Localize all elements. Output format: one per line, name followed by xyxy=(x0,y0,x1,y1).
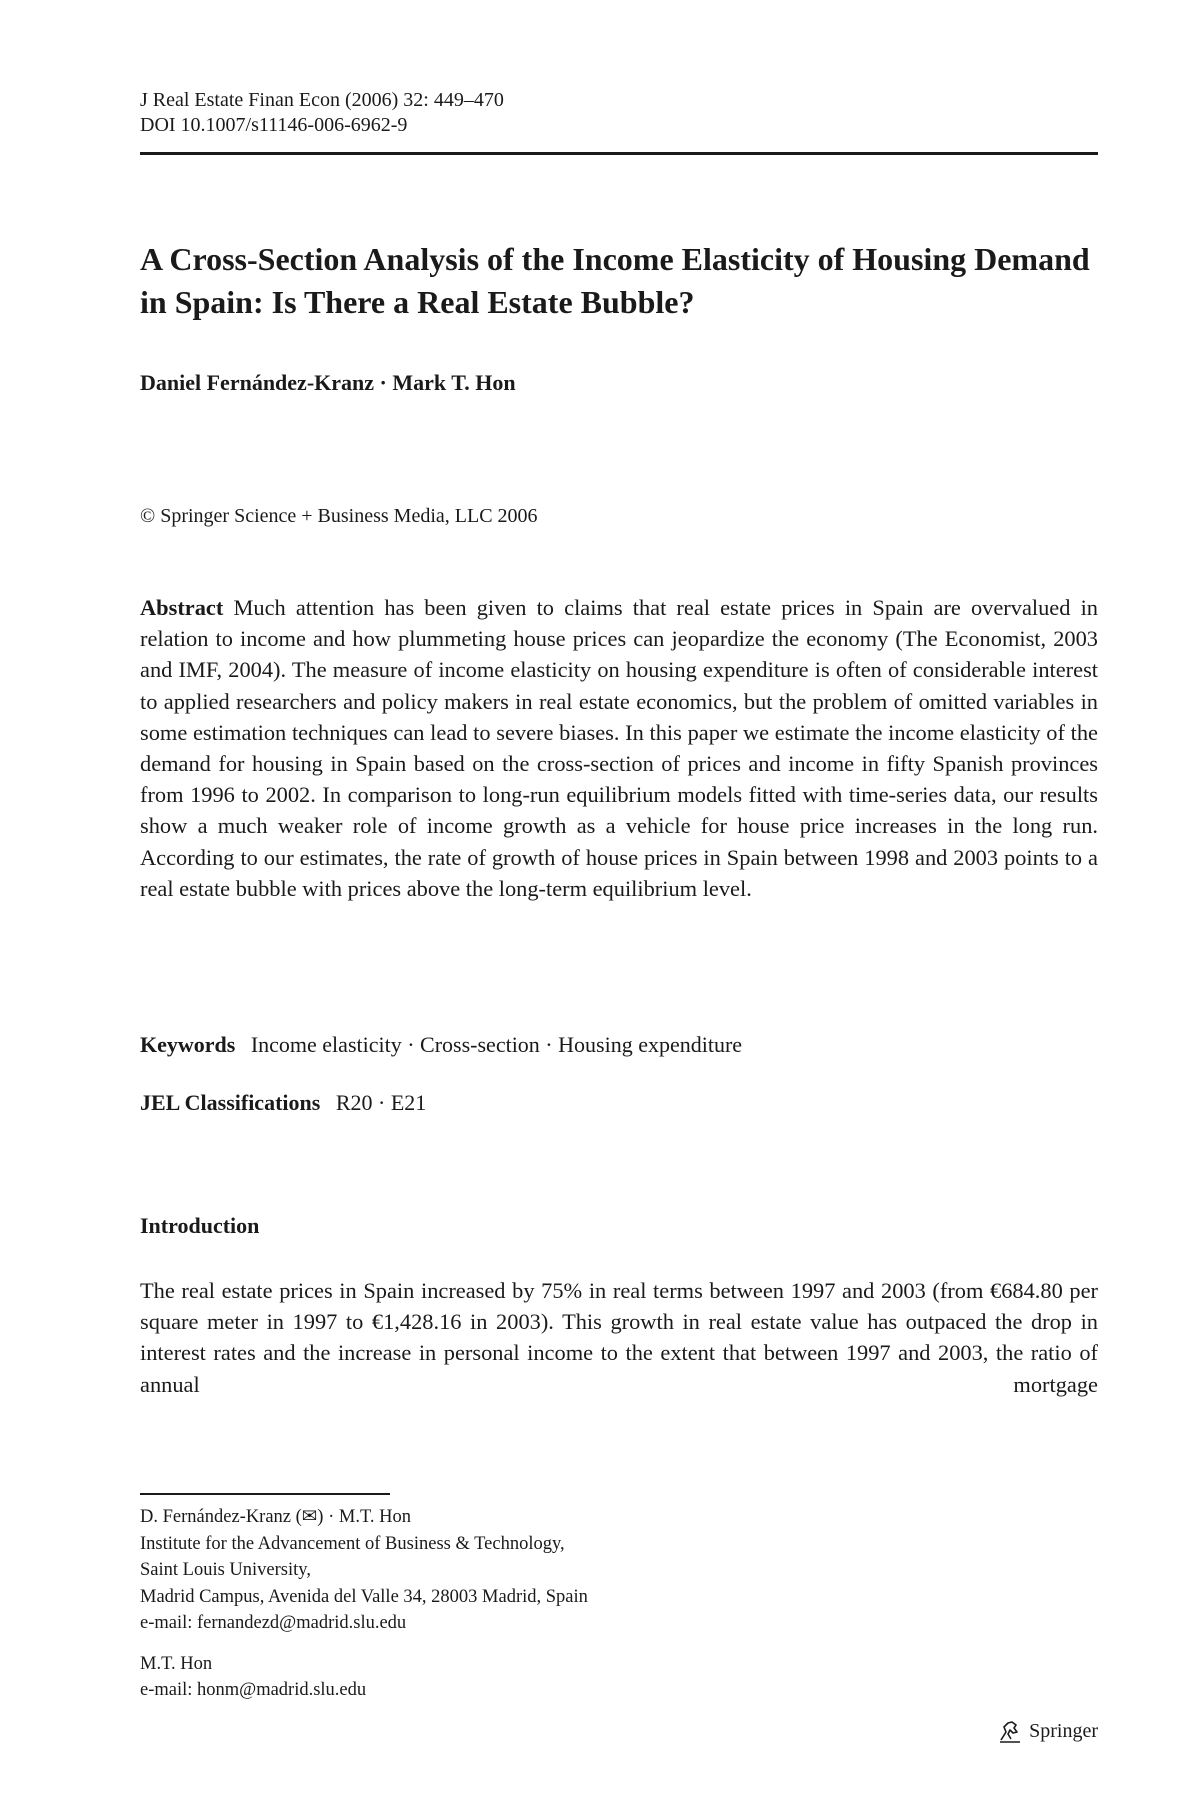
paper-title: A Cross-Section Analysis of the Income Elasticity of Housing Demand in Spain: Is There a Real Estate Bubble? xyxy=(140,241,1090,320)
footnote-institute: Institute for the Advancement of Business & Technology, xyxy=(140,1533,565,1554)
keywords-text: Income elasticity · Cross-section · Housing expenditure xyxy=(250,1032,743,1057)
springer-horse-icon xyxy=(997,1718,1023,1744)
publisher-name: Springer xyxy=(1029,1719,1098,1742)
footnote-gap xyxy=(140,1637,588,1651)
footnote-rule xyxy=(140,1493,390,1495)
copyright-notice: © Springer Science + Business Media, LLC 2006 xyxy=(140,505,538,527)
doi: DOI 10.1007/s11146-006-6962-9 xyxy=(140,114,408,136)
keywords xyxy=(140,1032,742,1058)
footnote-email-2: e-mail: honm@madrid.slu.edu xyxy=(140,1680,367,1700)
journal-header xyxy=(140,88,504,138)
footnote-address: Madrid Campus, Avenida del Valle 34, 28003 Madrid, Spain xyxy=(140,1586,588,1607)
footnote-university: Saint Louis University, xyxy=(140,1560,311,1580)
footnote-authors: D. Fernández-Kranz (✉) · M.T. Hon xyxy=(140,1507,411,1527)
author-list: Daniel Fernández-Kranz · Mark T. Hon xyxy=(140,370,516,395)
abstract-label: Abstract xyxy=(140,595,224,620)
introduction-paragraph xyxy=(140,1275,1098,1400)
header-rule xyxy=(140,152,1098,155)
jel-classifications xyxy=(140,1090,426,1116)
section-heading-introduction: Introduction xyxy=(140,1213,260,1238)
abstract xyxy=(140,592,1098,904)
jel-label: JEL Classifications xyxy=(140,1090,321,1115)
footnote-email-1: e-mail: fernandezd@madrid.slu.edu xyxy=(140,1613,407,1633)
jel-text: R20 · E21 xyxy=(335,1090,427,1115)
keywords-label: Keywords xyxy=(140,1032,236,1057)
author-affiliation-footnote xyxy=(140,1504,588,1704)
publisher-logo xyxy=(997,1718,1098,1744)
introduction-text: The real estate prices in Spain increased by 75% in real terms between 1997 and 2003 (from €684.80 per square meter in 1997 to €1,428.16 in 2003). This growth in real estate value has outpaced the drop in interest rates and the increase in personal income to the extent that between 1997 and 2003, the ratio of annual mortgage xyxy=(140,1278,1098,1397)
abstract-text: Much attention has been given to claims that real estate prices in Spain are overvalued in relation to income and how plummeting house prices can jeopardize the economy (The Economist, 2003 and IMF, 2004). The measure of income elasticity on housing expenditure is often of considerable interest to applied researchers and policy makers in real estate economics, but the problem of omitted variables in some estimation techniques can lead to severe biases. In this paper we estimate the income elasticity of the demand for housing in Spain based on the cross-section of prices and income in fifty Spanish provinces from 1996 to 2002. In comparison to long-run equilibrium models fitted with time-series data, our results show a much weaker role of income growth as a vehicle for house price increases in the long run. According to our estimates, the rate of growth of house prices in Spain between 1998 and 2003 points to a real estate bubble with prices above the long-term equilibrium level. xyxy=(140,595,1098,901)
footnote-second-author: M.T. Hon xyxy=(140,1653,213,1674)
journal-citation: J Real Estate Finan Econ (2006) 32: 449–470 xyxy=(140,89,504,111)
